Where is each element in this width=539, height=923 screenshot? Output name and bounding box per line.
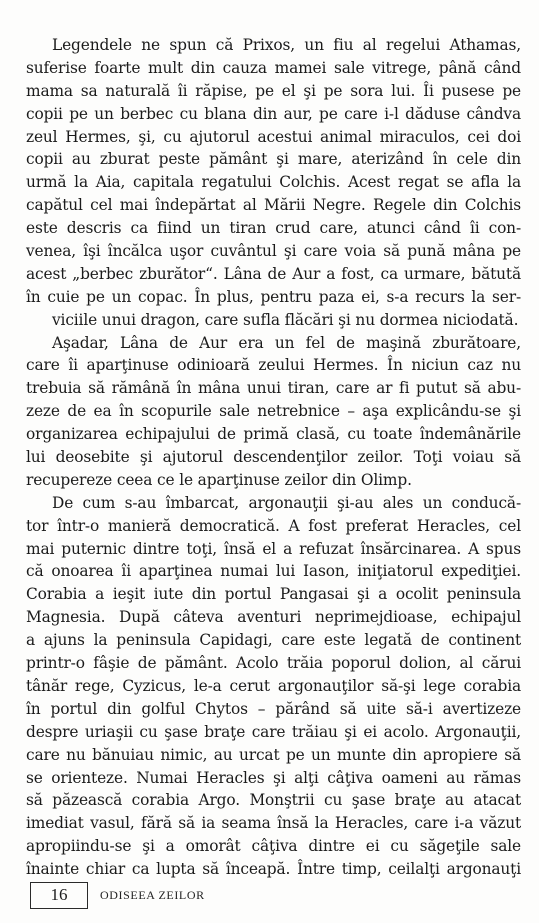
text-line: Magnesia. După câteva aventuri neprimejdioase, echipajul	[26, 608, 521, 627]
text-line: mama sa naturală îi răpise, pe el şi pe sora lui. Îi pusese pe	[26, 81, 521, 100]
text-line: copii pe un berbec cu blana din aur, pe care i-l dăduse cândva	[26, 104, 521, 123]
text-line: apropiindu-se şi a omorât câţiva dintre ei cu săgeţile sale	[26, 837, 521, 856]
text-line: recupereze ceea ce le aparţinuse zeilor din Olimp.	[26, 470, 412, 489]
text-line: tor într-o manieră democratică. A fost preferat Heracles, cel	[26, 516, 521, 535]
text-line: Legendele ne spun că Prixos, un fiu al regelui Athamas,	[52, 36, 521, 54]
text-line: acest „berbec zburător“. Lâna de Aur a fost, ca urmare, bătută	[26, 264, 521, 283]
text-line: imediat vasul, fără să ia seama însă la Heracles, care i-a văzut	[26, 814, 521, 833]
text-line: zeze de ea în scopurile sale netrebnice – aşa explicându-se şi	[26, 402, 521, 421]
text-line: tânăr rege, Cyzicus, le-a cerut argonauţilor să-şi lege corabia	[26, 676, 521, 695]
text-line: viciile unui dragon, care sufla flăcări şi nu dormea niciodată.	[52, 310, 519, 329]
text-line: este descris ca fiind un tiran crud care, atunci când îi con-	[26, 219, 521, 238]
text-line: înainte chiar ca lupta să înceapă. Între timp, ceilalţi argonauţi	[26, 860, 521, 879]
paragraph	[26, 492, 521, 881]
text-line: Aşadar, Lâna de Aur era un fel de maşină zburătoare,	[52, 333, 521, 352]
page-number: 16	[30, 882, 88, 909]
text-line: se orienteze. Numai Heracles şi alţi câţiva oameni au rămas	[26, 768, 521, 787]
body-text	[26, 34, 521, 881]
running-title: ODISEEA ZEILOR	[100, 887, 205, 902]
text-line: capătul cel mai îndepărtat al Mării Negre. Regele din Colchis	[26, 196, 521, 215]
text-line: urmă la Aia, capitala regatului Colchis. Acest regat se afla la	[26, 173, 521, 192]
text-line: De cum s-au îmbarcat, argonauţii şi-au ales un conducă-	[52, 493, 521, 512]
paragraph	[26, 332, 521, 492]
paragraph	[26, 34, 521, 332]
text-line: venea, îşi încălca uşor cuvântul şi care voia să pună mâna pe	[26, 242, 521, 261]
text-line: despre uriaşii cu şase braţe care trăiau şi ei acolo. Argonauţii,	[26, 722, 521, 741]
text-line: în cuie pe un copac. În plus, pentru paza ei, s-a recurs la ser-	[26, 287, 521, 306]
text-line: organizarea echipajului de primă clasă, cu toate îndemânările	[26, 425, 521, 444]
text-line: să păzească corabia Argo. Monştrii cu şase braţe au atacat	[26, 791, 521, 810]
text-line: lui deosebite şi ajutorul descendenţilor zeilor. Toţi voiau să	[26, 448, 521, 467]
text-line: trebuia să rămână în mâna unui tiran, care ar fi putut să abu-	[26, 379, 521, 398]
page-footer	[30, 880, 205, 910]
text-line: copii au zburat peste pământ şi mare, aterizând în cele din	[26, 150, 521, 169]
text-line: suferise foarte mult din cauza mamei sale vitrege, până când	[26, 58, 521, 77]
text-line: zeul Hermes, şi, cu ajutorul acestui animal miraculos, cei doi	[26, 127, 521, 146]
text-line: că onoarea îi aparţinea numai lui Iason, iniţiatorul expediţiei.	[26, 562, 521, 581]
text-line: în portul din golful Chytos – părând să uite să-i avertizeze	[26, 699, 521, 718]
text-line: care nu bănuiau nimic, au urcat pe un munte din apropiere să	[26, 745, 521, 764]
text-line: a ajuns la peninsula Capidagi, care este legată de continent	[26, 631, 521, 650]
text-line: mai puternic dintre toţi, însă el a refuzat însărcinarea. A spus	[26, 539, 521, 558]
text-line: care îi aparţinuse odinioară zeului Hermes. În niciun caz nu	[26, 356, 521, 375]
text-line: Corabia a ieşit iute din portul Pangasai şi a ocolit peninsula	[26, 585, 521, 604]
text-line: printr-o fâşie de pământ. Acolo trăia poporul dolion, al cărui	[26, 654, 521, 673]
